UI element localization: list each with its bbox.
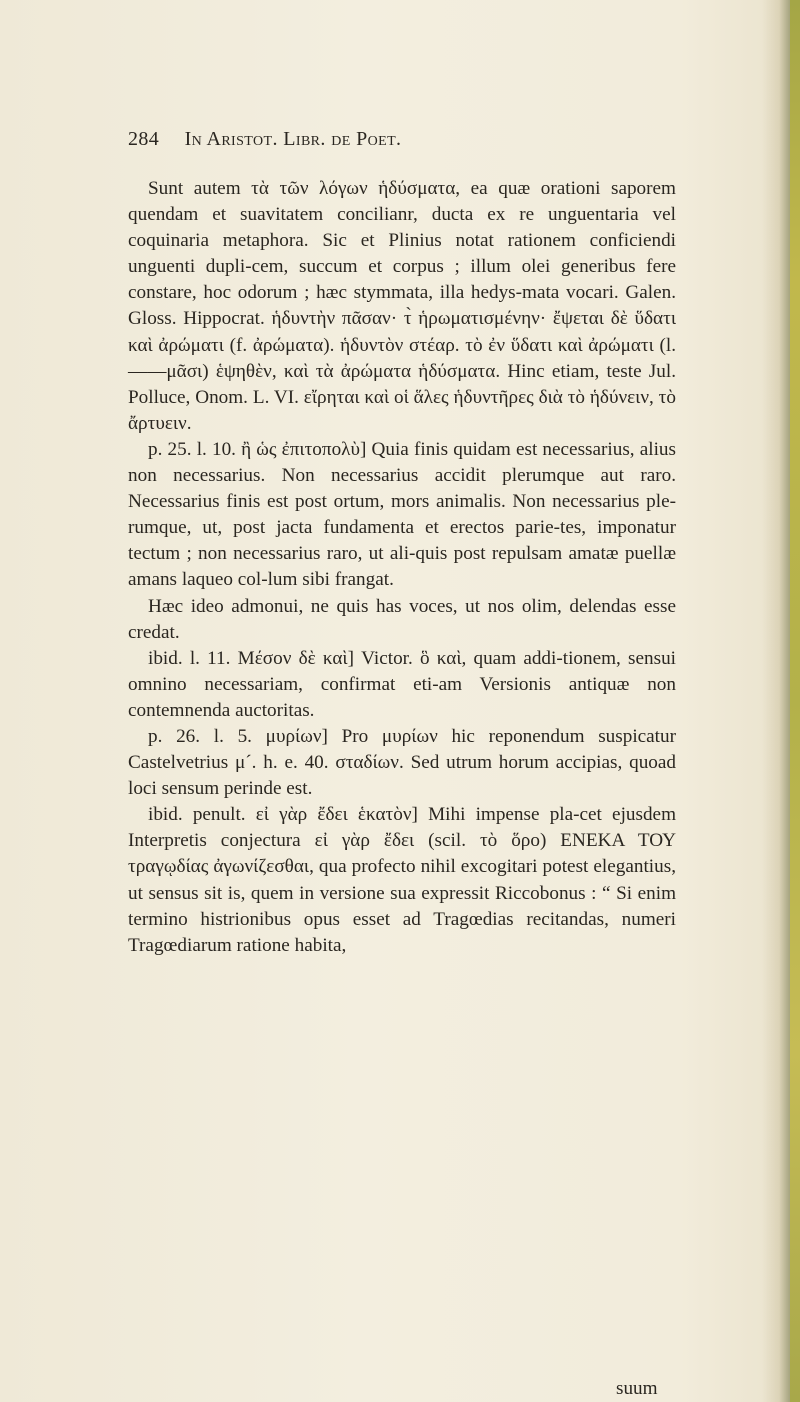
catchword: suum bbox=[616, 1378, 658, 1399]
paragraph-conjectura: ibid. penult. εἰ γὰρ ἔδει ἑκατὸν] Mihi impense pla-cet ejusdem Interpretis conjectura εἰ γὰρ ἔδει (scil. τὸ ὅρο) ΕΝΕΚΑ ΤΟΥ τραγῳδίας ἀγωνίζεσθαι, qua profecto nihil excogitari potest elegantius, ut sensus sit is, quem in versione sua expressit Riccobonus : “ Si enim termino histrionibus opus esset ad Tragœdias recitandas, numeri Tragœdiarum ratione habita, bbox=[128, 804, 676, 956]
page-number: 284 bbox=[128, 128, 160, 150]
running-header bbox=[128, 128, 688, 151]
paragraph-admonui: Hæc ideo admonui, ne quis has voces, ut nos olim, delendas esse credat. bbox=[128, 595, 676, 643]
body-text bbox=[128, 176, 676, 959]
page-edge-strip bbox=[790, 0, 800, 1402]
running-title: In Aristot. Libr. de Poet. bbox=[184, 128, 402, 150]
paragraph-hedysmata: Sunt autem τὰ τῶν λόγων ἡδύσματα, ea quæ orationi saporem quendam et suavitatem concilianr, ducta ex re unguentaria vel coquinaria metaphora. Sic et Plinius notat rationem conficiendi unguenti dupli-cem, succum et corpus ; illum olei generibus fere constare, hoc odorum ; hæc stymmata, illa hedys-mata vocari. Galen. Gloss. Hippocrat. ἡδυντὴν πᾶσαν· τ̀ ἡρωματισμένην· ἔψεται δὲ ὕδατι καὶ ἀρώματι (f. ἀρώματα). ἡδυντὸν στέαρ. τὸ ἐν ὕδατι καὶ ἀρώματι (l.——μᾶσι) ἑψηθὲν, καὶ τὰ ἀρώματα ἡδύσματα. Hinc etiam, teste Jul. Polluce, Onom. L. VI. εἴρηται καὶ οἱ ἅλες ἡδυντῆρες διὰ τὸ ἡδύνειν, τὸ ἄρτυειν. bbox=[128, 178, 676, 434]
paragraph-finis-necessarius: p. 25. l. 10. ἢ ὡς ἐπιτοπολὺ] Quia finis quidam est necessarius, alius non necessarius. Non necessarius accidit plerumque aut raro. Necessarius finis est post ortum, mors animalis. Non necessarius ple-rumque, ut, post jacta fundamenta et erectos parie-tes, imponatur tectum ; non necessarius raro, ut ali-quis post repulsam amatæ puellæ amans laqueo col-lum sibi frangat. bbox=[128, 438, 676, 591]
paragraph-victor-note: ibid. l. 11. Μέσον δὲ καὶ] Victor. ὃ καὶ, quam addi-tionem, sensui omnino necessariam, confirmat eti-am Versionis antiquæ non contemnenda auctoritas. bbox=[128, 647, 676, 721]
paragraph-myrion-note: p. 26. l. 5. μυρίων] Pro μυρίων hic reponendum suspicatur Castelvetrius μ´. h. e. 40. σταδίων. Sed utrum horum accipias, quoad loci sensum perinde est. bbox=[128, 725, 676, 800]
